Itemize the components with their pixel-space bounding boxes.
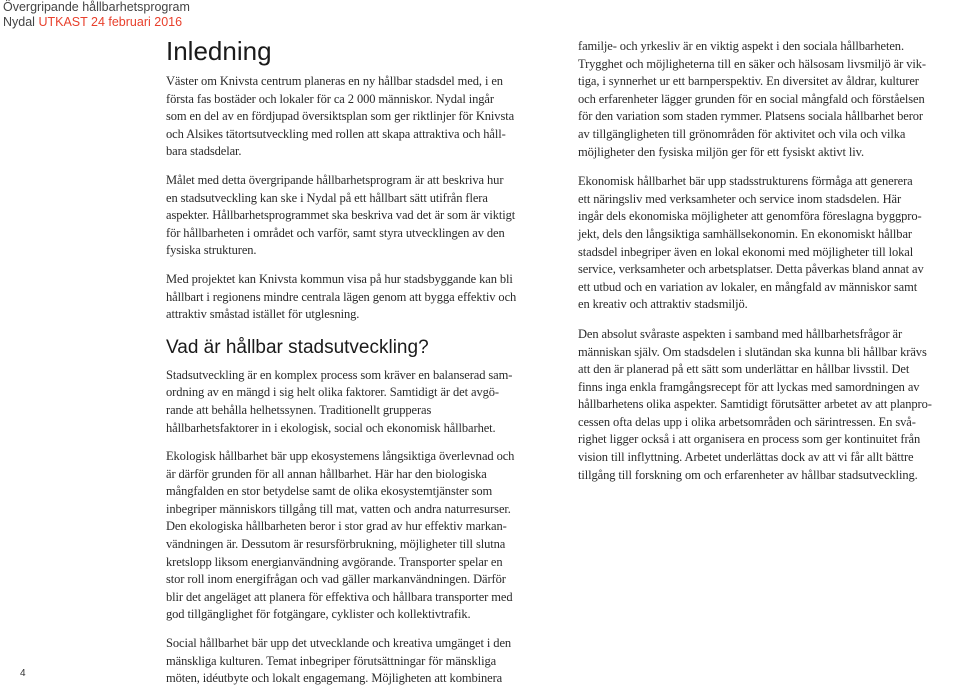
- text-line: Den absolut svåraste aspekten i samband med hållbarhetsfrågor är: [578, 326, 903, 341]
- body-paragraph: [578, 326, 959, 484]
- text-line: Social hållbarhet bär upp det utvecklande och kreativa umgänget i den: [166, 636, 512, 651]
- text-line: blir det angeläget att planera för effektiva och hållbara transporter med: [166, 589, 513, 604]
- text-line: finns inga enkla framgångsrecept för att lyckas med samordningen av: [578, 379, 920, 394]
- text-line: mångfalden en stor betydelse samt de olika ekosystemtjänster som: [166, 484, 493, 499]
- text-line: för den variation som staden rymmer. Platsens sociala hållbarhet beror: [578, 109, 923, 124]
- text-line: service, verksamheter och arbetsplatser. Detta påverkas bland annat av: [578, 262, 924, 277]
- text-line: Ekologisk hållbarhet bär upp ekosystemens långsiktiga överlevnad och: [166, 449, 515, 464]
- text-line: ordning av en mängd i sig helt olika faktorer. Samtidigt är det avgö-: [166, 385, 499, 400]
- text-line: Stadsutveckling är en komplex process som kräver en balanserad sam-: [166, 367, 513, 382]
- text-line: inbegriper människors tillgång till mat, vatten och andra naturresurser.: [166, 501, 511, 516]
- text-line: aspekter. Hållbarhetsprogrammet ska beskriva vad det är som är viktigt: [166, 208, 516, 223]
- text-line: och Alsikes tätortsutveckling med rollen att skapa attraktiva och håll-: [166, 126, 506, 141]
- text-line: stadsdel inbegriper även en lokal ekonomi med möjligheter till lokal: [578, 244, 914, 259]
- text-line: möjligheter den fysiska miljön ger för ett fysiskt aktivt liv.: [578, 144, 864, 159]
- text-line: vändningen är. Dessutom är resursförbrukning, möjligheter till slutna: [166, 537, 506, 552]
- place-name: Nydal: [3, 15, 35, 29]
- text-line: Den ekologiska hållbarheten beror i stor grad av hur effektiv markan-: [166, 519, 507, 534]
- text-line: stor roll inom energifrågan och vad gäller markanvändningen. Därför: [166, 572, 506, 587]
- text-line: Målet med detta övergripande hållbarhetsprogram är att beskriva hur: [166, 172, 504, 187]
- text-line: ett utbud och en variation av lokaler, en mångfald av människor samt: [578, 279, 918, 294]
- subsection-heading: Vad är hållbar stadsutveckling?: [166, 336, 429, 358]
- text-line: Trygghet och möjligheterna till en säker och hälsosam livsmiljö är vik-: [578, 56, 926, 71]
- body-paragraph: [166, 367, 550, 437]
- text-line: första fas bostäder och lokaler för ca 2 000 människor. Nydal ingår: [166, 91, 494, 106]
- body-paragraph: [166, 271, 550, 324]
- text-line: rande att behålla helhetssynen. Traditionellt grupperas: [166, 402, 432, 417]
- text-line: människan själv. Om stadsdelen i slutändan ska kunna bli hållbar krävs: [578, 344, 927, 359]
- text-line: cessen ofta delas upp i olika arbetsområden och särintressen. En svå-: [578, 414, 916, 429]
- text-line: righet ligger också i att organisera en process som ger kontinuitet från: [578, 432, 921, 447]
- body-paragraph: [166, 448, 550, 624]
- document-title: Övergripande hållbarhetsprogram: [3, 0, 190, 14]
- body-paragraph: [578, 38, 959, 161]
- text-line: en stadsutveckling kan ske i Nydal på ett hållbart sätt utifrån flera: [166, 190, 488, 205]
- text-line: av tillgängligheten till grönområden för aktivitet och vila och vilka: [578, 126, 906, 141]
- text-line: kretslopp liksom energianvändning avgörande. Transporter spelar en: [166, 554, 503, 569]
- body-paragraph: [166, 73, 550, 161]
- text-line: fysiska strukturen.: [166, 243, 257, 258]
- text-line: hållbarhetens olika aspekter. Samtidigt förutsätter arbetet av att planpro-: [578, 397, 932, 412]
- text-line: familje- och yrkesliv är en viktig aspekt i den sociala hållbarheten.: [578, 39, 904, 53]
- text-line: som en del av en fördjupad översiktsplan som ger riktlinjer för Knivsta: [166, 109, 515, 124]
- text-line: god tillgänglighet för fotgängare, cyklister och kollektivtrafik.: [166, 607, 471, 622]
- text-line: möten, idéutbyte och lokalt engagemang. Möjligheten att kombinera: [166, 671, 503, 686]
- text-line: hållbart i regionens mindre centrala lägen genom att bygga effektiv och: [166, 289, 517, 304]
- text-line: Med projektet kan Knivsta kommun visa på hur stadsbyggande kan bli: [166, 271, 513, 286]
- right-column: [578, 38, 959, 496]
- text-line: mänskliga kulturen. Temat inbegriper förutsättningar för mänskliga: [166, 653, 497, 668]
- draft-line: [3, 15, 190, 30]
- text-line: Väster om Knivsta centrum planeras en ny hållbar stadsdel med, i en: [166, 74, 503, 88]
- text-line: jekt, dels den långsiktiga samhällsekonomin. En ekonomiskt hållbar: [578, 226, 912, 241]
- running-header: [3, 0, 190, 30]
- text-line: att den är planerad på ett sätt som underlättar en hållbar livsstil. Det: [578, 362, 910, 377]
- text-line: attraktiv småstad istället för utglesning.: [166, 307, 360, 322]
- body-paragraph: [578, 173, 959, 314]
- text-line: ett näringsliv med verksamheter och service inom stadsdelen. Här: [578, 191, 902, 206]
- text-line: för hållbarheten i området och varför, samt styra utvecklingen av den: [166, 225, 505, 240]
- text-line: är därför grunden för all annan hållbarhet. Här har den biologiska: [166, 466, 487, 481]
- text-line: Ekonomisk hållbarhet bär upp stadsstrukturens förmåga att generera: [578, 174, 913, 189]
- text-line: en kreativ och attraktiv stadsmiljö.: [578, 297, 748, 312]
- body-paragraph: [166, 635, 550, 688]
- text-line: vision till inflyttning. Arbetet underlättas dock av att vi får allt bättre: [578, 450, 914, 465]
- text-line: tillgång till forskning om och erfarenheter av hållbar stadsutveckling.: [578, 467, 918, 482]
- left-column: [166, 36, 550, 699]
- section-heading: Inledning: [166, 36, 272, 66]
- draft-status: UTKAST 24 februari 2016: [38, 15, 183, 29]
- body-paragraph: [166, 172, 550, 260]
- text-line: och erfarenheter lägger grunden för en social mångfald och förståelsen: [578, 91, 925, 106]
- text-line: bara stadsdelar.: [166, 144, 242, 159]
- text-line: tiga, i synnerhet ur ett barnperspektiv. En diversitet av åldrar, kulturer: [578, 74, 919, 89]
- text-line: ingår dels ekonomiska möjligheter att genomföra föreslagna byggpro-: [578, 209, 922, 224]
- page-number: 4: [20, 668, 26, 679]
- text-line: hållbarhetsfaktorer in i ekologisk, social och ekonomisk hållbarhet.: [166, 420, 496, 435]
